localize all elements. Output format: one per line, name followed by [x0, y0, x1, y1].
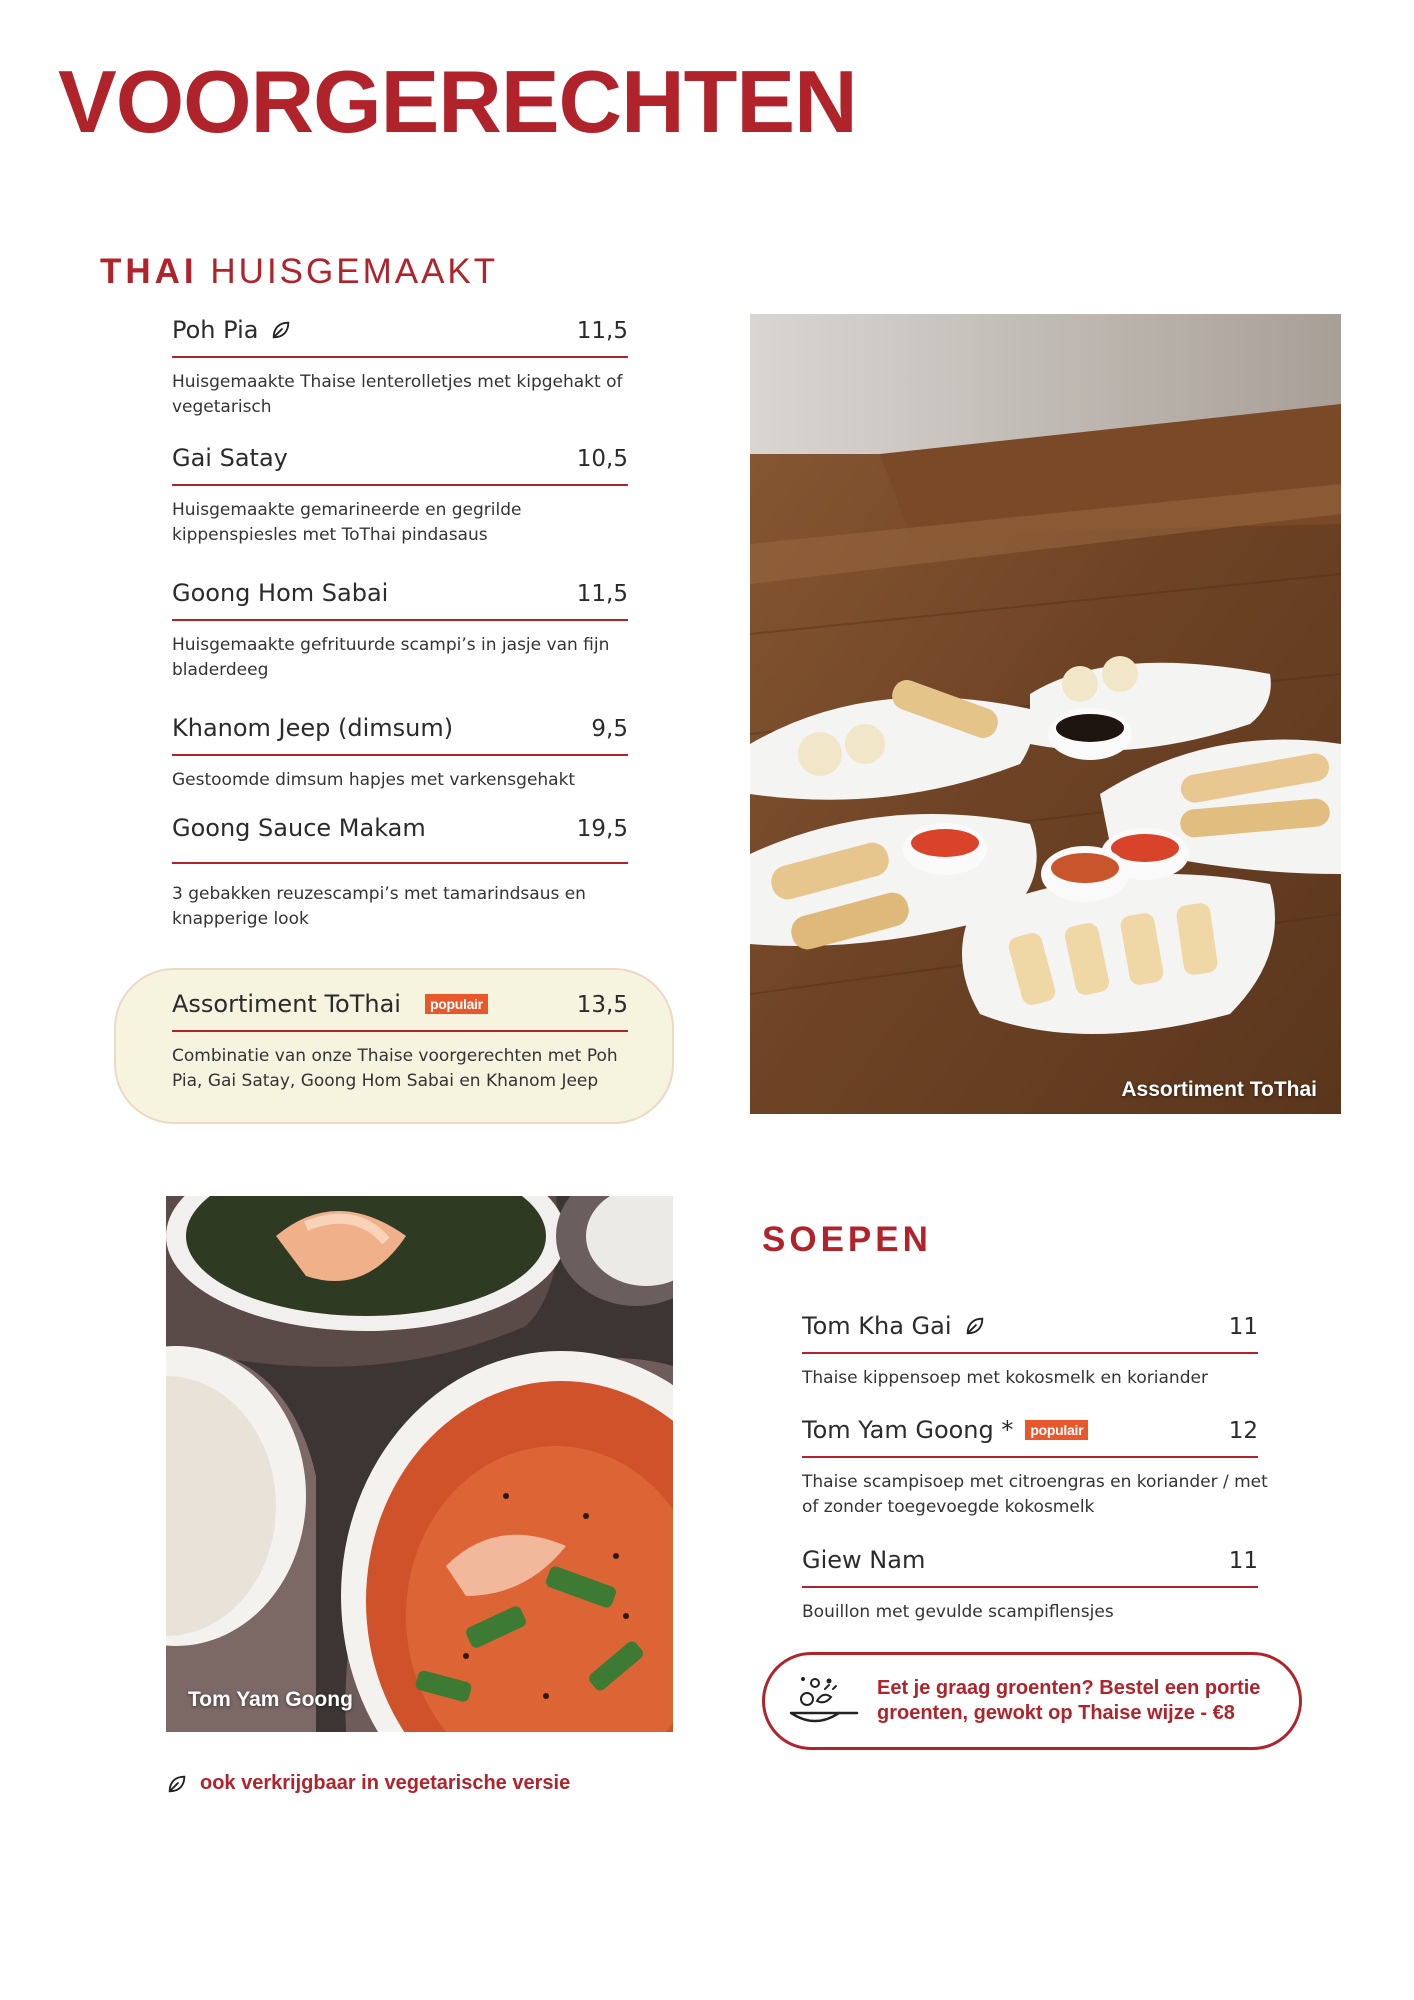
item-price: 19,5 [576, 816, 628, 842]
item-description: Huisgemaakte gemarineerde en gegrilde kippenspiesles met ToThai pindasaus [172, 500, 522, 545]
item-description: Huisgemaakte gefrituurde scampi’s in jasje van fijn bladerdeeg [172, 635, 610, 680]
leaf-icon [166, 1773, 188, 1795]
item-name: Goong Hom Sabai [172, 579, 389, 607]
menu-item-tom-yam-goong [802, 1416, 1268, 1520]
item-price: 11,5 [576, 581, 628, 607]
vegetables-tip-box [762, 1652, 1302, 1750]
item-name: Gai Satay [172, 444, 288, 472]
photo-caption-assortiment: Assortiment ToThai [1121, 1078, 1317, 1101]
item-name: Khanom Jeep (dimsum) [172, 714, 454, 742]
item-price: 11 [1228, 1314, 1258, 1340]
item-name: Giew Nam [802, 1546, 926, 1574]
item-name-wrap [802, 1416, 1088, 1444]
item-price: 13,5 [576, 992, 628, 1018]
leaf-icon [270, 319, 292, 341]
assortiment-image [750, 314, 1341, 1114]
page-title: VOORGERECHTEN [58, 52, 857, 151]
photo-caption-tom-yam-goong: Tom Yam Goong [188, 1688, 353, 1711]
item-name: Assortiment ToThai [172, 990, 401, 1018]
item-price: 12 [1228, 1418, 1258, 1444]
vegetarian-footnote [166, 1772, 570, 1795]
item-price: 11,5 [576, 318, 628, 344]
menu-item-khanom-jeep [172, 714, 628, 793]
popular-badge: populair [1025, 1420, 1088, 1440]
menu-item-gai-satay [172, 444, 628, 548]
item-description: Huisgemaakte Thaise lenterolletjes met kipgehakt of vegetarisch [172, 372, 623, 417]
item-name: Poh Pia [172, 316, 259, 344]
menu-item-tom-kha-gai [802, 1312, 1258, 1391]
soup-image [166, 1196, 673, 1732]
item-name-wrap [172, 316, 292, 344]
vegetables-tip-text: Eet je graag groenten? Bestel een portie groenten, gewokt op Thaise wijze - €8 [877, 1677, 1261, 1724]
item-description: Bouillon met gevulde scampiflensjes [802, 1602, 1114, 1622]
item-description: Thaise kippensoep met kokosmelk en koriander [802, 1368, 1208, 1388]
section-title-soepen [762, 1222, 932, 1257]
item-description: Thaise scampisoep met citroengras en koriander / met of zonder toegevoegde kokosmelk [802, 1472, 1268, 1517]
item-price: 9,5 [591, 716, 628, 742]
item-price: 10,5 [576, 446, 628, 472]
item-name-wrap [172, 990, 488, 1018]
item-name-wrap [802, 1312, 986, 1340]
section-title-thai-light: HUISGEMAAKT [210, 252, 499, 291]
wok-vegetables-icon [785, 1669, 861, 1733]
menu-item-goong-hom-sabai [172, 579, 628, 683]
photo-tom-yam-goong [166, 1196, 673, 1732]
item-name: Goong Sauce Makam [172, 814, 426, 842]
menu-item-assortiment-tothai [172, 990, 628, 1094]
item-description: Combinatie van onze Thaise voorgerechten met Poh Pia, Gai Satay, Goong Hom Sabai en Khanom Jeep [172, 1046, 618, 1091]
section-title-soepen-text: SOEPEN [762, 1220, 932, 1259]
popular-badge: populair [425, 994, 488, 1014]
item-name: Tom Kha Gai [802, 1312, 952, 1340]
item-name: Tom Yam Goong * [802, 1416, 1014, 1444]
menu-item-giew-nam [802, 1546, 1258, 1625]
vegetarian-footnote-text: ook verkrijgbaar in vegetarische versie [200, 1772, 571, 1794]
menu-item-goong-sauce-makam [172, 814, 628, 932]
item-price: 11 [1228, 1548, 1258, 1574]
photo-assortiment [750, 314, 1341, 1114]
item-description: 3 gebakken reuzescampi’s met tamarindsaus en knapperige look [172, 884, 586, 929]
section-title-thai [100, 254, 498, 289]
leaf-icon [964, 1315, 986, 1337]
menu-item-poh-pia [172, 316, 628, 420]
section-title-thai-bold: THAI [100, 252, 198, 291]
item-description: Gestoomde dimsum hapjes met varkensgehakt [172, 770, 576, 790]
